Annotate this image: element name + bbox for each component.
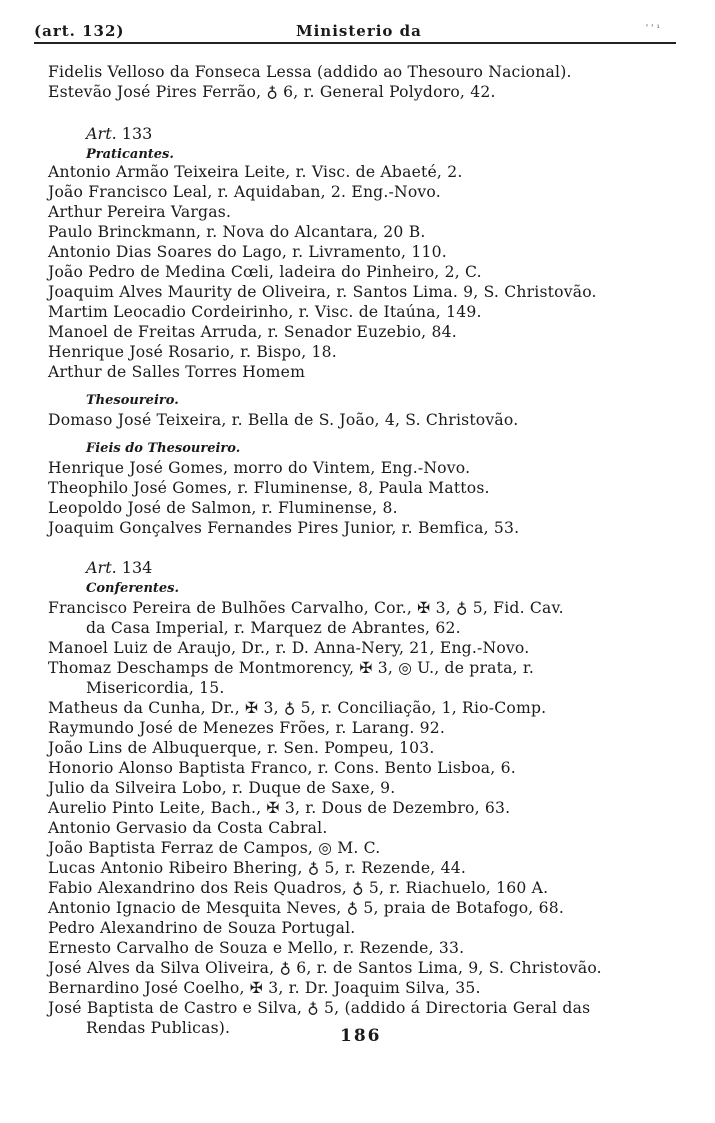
entry-line: José Alves da Silva Oliveira, ♁ 6, r. de Santos Lima, 9, S. Christovão. [48,959,602,977]
section-heading: Fieis do Thesoureiro. [86,441,241,456]
entry-line: Raymundo José de Menezes Frões, r. Larang. 92. [48,719,446,737]
entry-line: Ernesto Carvalho de Souza e Mello, r. Rezende, 33. [48,939,465,957]
entry-line: Lucas Antonio Ribeiro Bhering, ♁ 5, r. Rezende, 44. [48,859,466,877]
article-number: 134 [116,558,153,577]
entry-line: Theophilo José Gomes, r. Fluminense, 8, Paula Mattos. [48,479,490,497]
page-header [34,22,674,44]
entry-line: Bernardino José Coelho, ✠ 3, r. Dr. Joaquim Silva, 35. [48,979,481,997]
entry-line: Fidelis Velloso da Fonseca Lessa (addido ao Thesouro Nacional). [48,63,572,81]
entry-line: Francisco Pereira de Bulhões Carvalho, Cor., ✠ 3, ♁ 5, Fid. Cav. [48,599,564,617]
entry-line: João Baptista Ferraz de Campos, ◎ M. C. [48,839,381,857]
header-rule [34,42,676,44]
entry-line: Manoel Luiz de Araujo, Dr., r. D. Anna-Nery, 21, Eng.-Novo. [48,639,530,657]
entry-line: José Baptista de Castro e Silva, ♁ 5, (addido á Directoria Geral das [48,999,591,1017]
section-heading: Praticantes. [86,147,174,162]
entry-line: Aurelio Pinto Leite, Bach., ✠ 3, r. Dous de Dezembro, 63. [48,799,511,817]
entry-line: Paulo Brinckmann, r. Nova do Alcantara, 20 B. [48,223,426,241]
entry-line: Estevão José Pires Ferrão, ♁ 6, r. General Polydoro, 42. [48,83,496,101]
entry-continuation: Rendas Publicas). [86,1019,231,1037]
entry-line: Antonio Dias Soares do Lago, r. Livramento, 110. [48,243,447,261]
section-heading: Conferentes. [86,581,180,596]
entry-line: Joaquim Gonçalves Fernandes Pires Junior, r. Bemfica, 53. [48,519,520,537]
section-heading: Thesoureiro. [86,393,179,408]
page-number: 186 [340,1026,382,1046]
entry-line: Pedro Alexandrino de Souza Portugal. [48,919,356,937]
entry-line: João Pedro de Medina Cœli, ladeira do Pinheiro, 2, C. [48,263,482,281]
entry-line: Honorio Alonso Baptista Franco, r. Cons. Bento Lisboa, 6. [48,759,516,777]
header-marks: ' ' ¹ [645,24,660,34]
entry-line: Domaso José Teixeira, r. Bella de S. João, 4, S. Christovão. [48,411,519,429]
entry-line: Henrique José Rosario, r. Bispo, 18. [48,343,337,361]
article-label: Art. [86,124,117,143]
article-number: 133 [116,124,153,143]
entry-line: Antonio Armão Teixeira Leite, r. Visc. de Abaeté, 2. [48,163,463,181]
article-label: Art. [86,558,117,577]
article-heading [86,558,152,578]
entry-line: Arthur Pereira Vargas. [48,203,232,221]
entry-line: Martim Leocadio Cordeirinho, r. Visc. de Itaúna, 149. [48,303,482,321]
entry-line: Antonio Gervasio da Costa Cabral. [48,819,328,837]
entry-line: Julio da Silveira Lobo, r. Duque de Saxe, 9. [48,779,396,797]
entry-line: Henrique José Gomes, morro do Vintem, Eng.-Novo. [48,459,471,477]
entry-continuation: Misericordia, 15. [86,679,225,697]
entry-line: Fabio Alexandrino dos Reis Quadros, ♁ 5, r. Riachuelo, 160 A. [48,879,549,897]
entry-line: João Lins de Albuquerque, r. Sen. Pompeu, 103. [48,739,435,757]
entry-line: Arthur de Salles Torres Homem [48,363,306,381]
header-title: Ministerio da [296,22,422,40]
article-heading [86,124,152,144]
entry-line: Leopoldo José de Salmon, r. Fluminense, 8. [48,499,398,517]
entry-line: Manoel de Freitas Arruda, r. Senador Euzebio, 84. [48,323,457,341]
entry-line: Joaquim Alves Maurity de Oliveira, r. Santos Lima. 9, S. Christovão. [48,283,597,301]
header-article-ref: (art. 132) [34,22,125,40]
entry-line: João Francisco Leal, r. Aquidaban, 2. Eng.-Novo. [48,183,441,201]
entry-continuation: da Casa Imperial, r. Marquez de Abrantes, 62. [86,619,461,637]
entry-line: Antonio Ignacio de Mesquita Neves, ♁ 5, praia de Botafogo, 68. [48,899,564,917]
entry-line: Thomaz Deschamps de Montmorency, ✠ 3, ◎ U., de prata, r. [48,659,535,677]
entry-line: Matheus da Cunha, Dr., ✠ 3, ♁ 5, r. Conciliação, 1, Rio-Comp. [48,699,547,717]
